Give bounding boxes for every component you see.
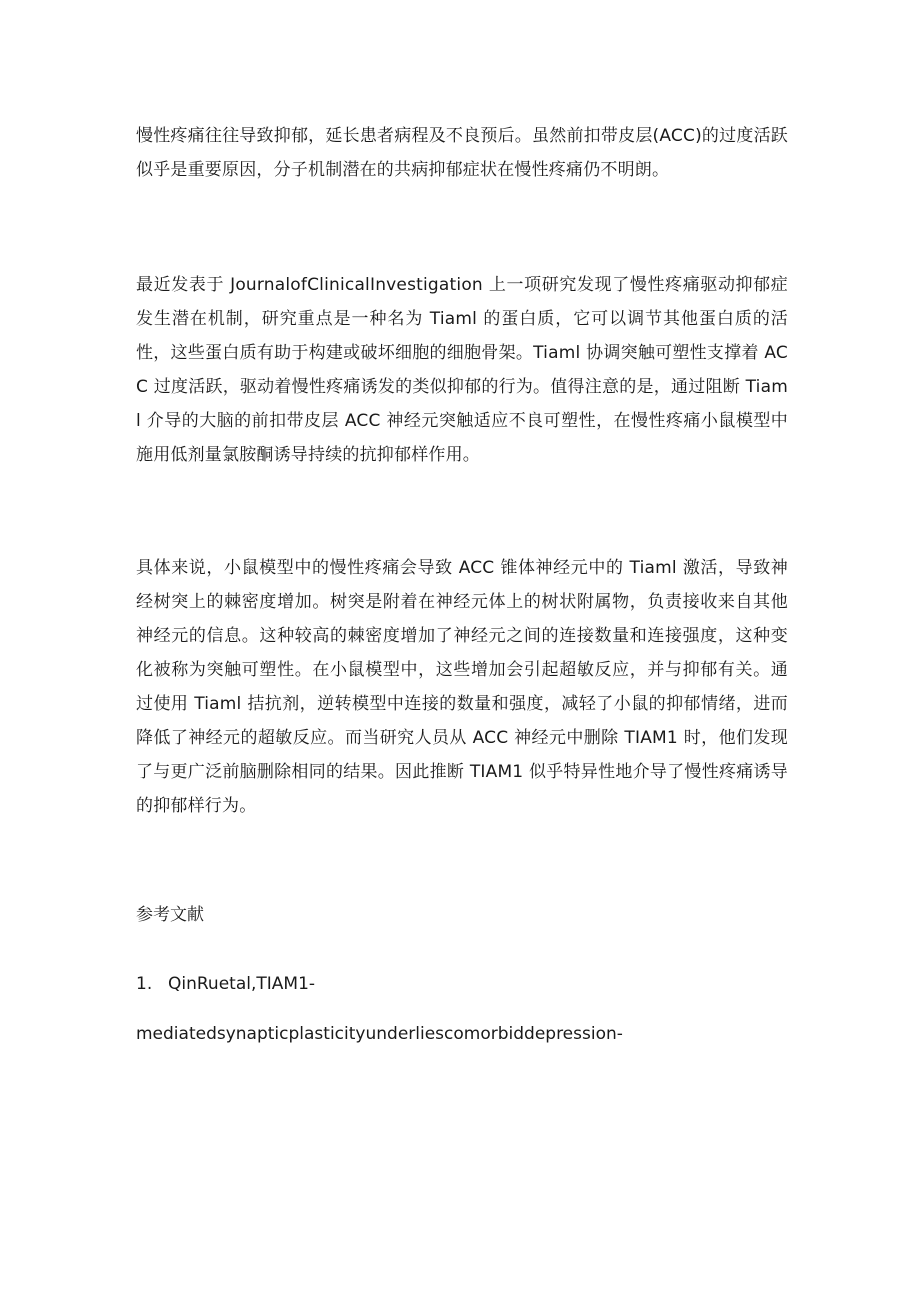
reference-first-line <box>136 967 788 1001</box>
paragraph-details: 具体来说，小鼠模型中的慢性疼痛会导致 ACC 锥体神经元中的 Tiaml 激活，导致神经树突上的棘密度增加。树突是附着在神经元体上的树状附属物，负责接收来自其他神经元的信息。这种较高的棘密度增加了神经元之间的连接数量和连接强度，这种变化被称为突触可塑性。在小鼠模型中，这些增加会引起超敏反应，并与抑郁有关。通过使用 Tiaml 拮抗剂，逆转模型中连接的数量和强度，减轻了小鼠的抑郁情绪，进而降低了神经元的超敏反应。而当研究人员从 ACC 神经元中删除 TIAM1 时，他们发现了与更广泛前脑删除相同的结果。因此推断 TIAM1 似乎特异性地介导了慢性疼痛诱导的抑郁样行为。 <box>136 558 788 816</box>
document-page <box>136 119 788 1067</box>
reference-text-line2: mediatedsynapticplasticityunderliescomorbiddepression- <box>136 1024 623 1044</box>
paragraph-study: 最近发表于 JournalofClinicalInvestigation 上一项研究发现了慢性疼痛驱动抑郁症发生潜在机制，研究重点是一种名为 Tiaml 的蛋白质，它可以调节其他蛋白质的活性，这些蛋白质有助于构建或破坏细胞的细胞骨架。Tiaml 协调突触可塑性支撑着 ACC 过度活跃，驱动着慢性疼痛诱发的类似抑郁的行为。值得注意的是，通过阻断 Tiaml 介导的大脑的前扣带皮层 ACC 神经元突触适应不良可塑性，在慢性疼痛小鼠模型中施用低剂量氯胺酮诱导持续的抗抑郁样作用。 <box>136 275 788 465</box>
references-section <box>136 898 788 1051</box>
reference-item <box>136 967 788 1051</box>
reference-number: 1. <box>136 974 153 994</box>
reference-text-line1: QinRuetal,TIAM1- <box>168 974 316 994</box>
paragraph-intro: 慢性疼痛往往导致抑郁，延长患者病程及不良预后。虽然前扣带皮层(ACC)的过度活跃似乎是重要原因，分子机制潜在的共病抑郁症状在慢性疼痛仍不明朗。 <box>136 126 788 180</box>
references-heading: 参考文献 <box>136 905 204 925</box>
